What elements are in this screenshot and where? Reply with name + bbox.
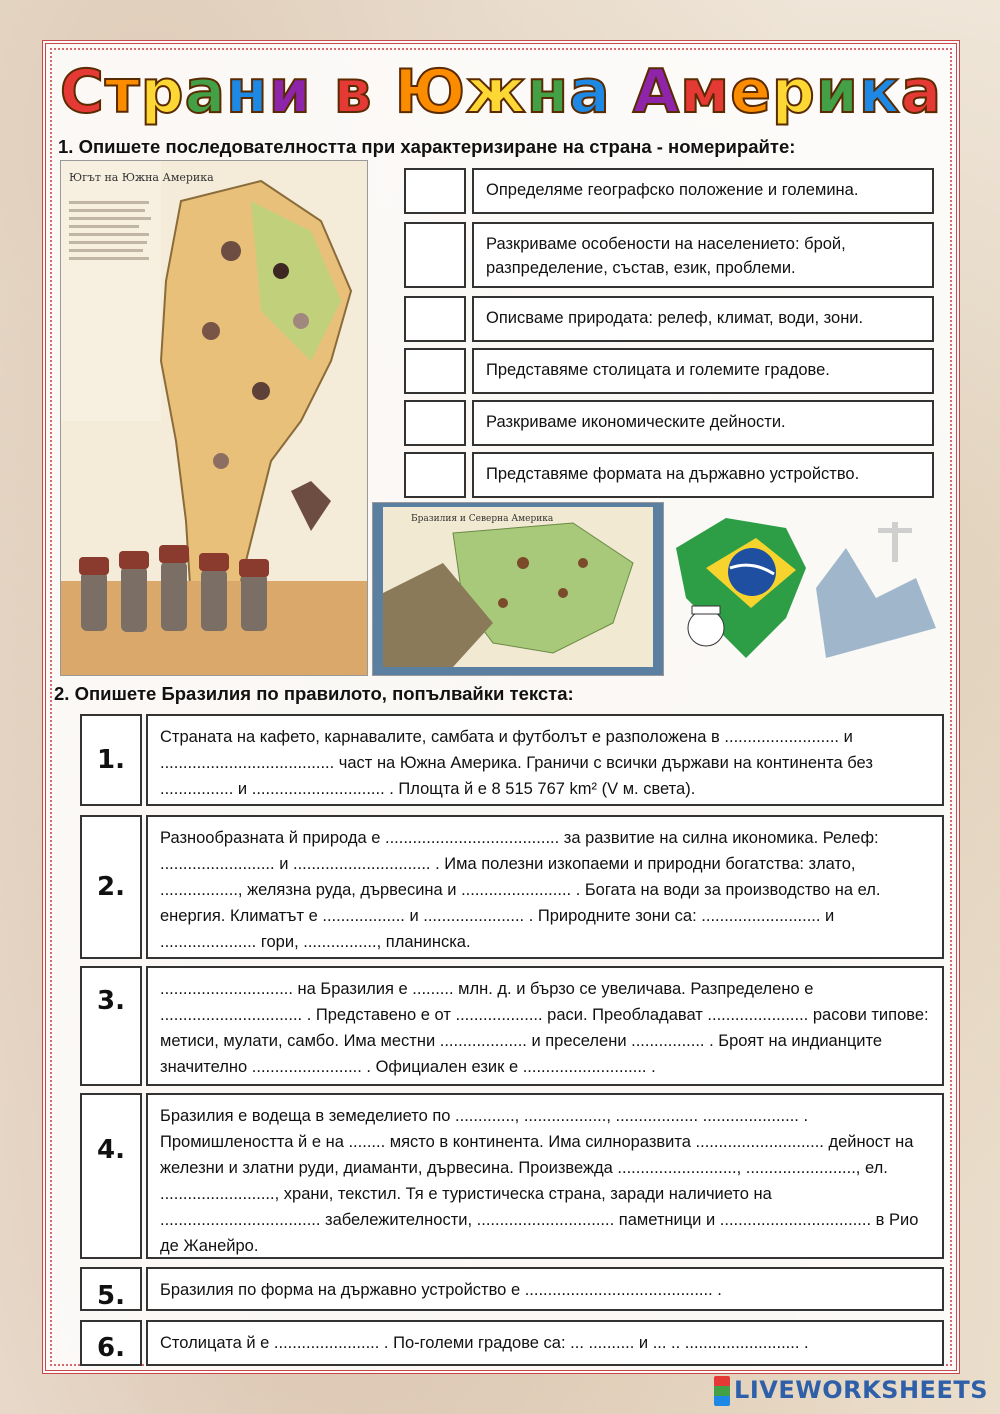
order-input-6[interactable] (404, 452, 466, 498)
question-text-5[interactable]: Бразилия по форма на държавно устройство е ......................................... . (146, 1267, 944, 1311)
title-letter: а (569, 57, 611, 127)
title-letter: и (268, 57, 312, 127)
question-text-1[interactable]: Страната на кафето, карнавалите, самбата и футболът е разположена в ......................... и ...................................... част на Южна Америка. Граничи с всички държави на континента без ................ и ............................. . Площта й е 8 515 767 km² (V м. света). (146, 714, 944, 806)
title-letter: р (771, 57, 816, 127)
title-letter (611, 52, 633, 132)
option-5: Разкриваме икономическите дейности. (472, 400, 934, 446)
south-america-map-image (60, 160, 368, 676)
title-letter: н (526, 57, 570, 127)
question-text-6[interactable]: Столицата й е ....................... . По-големи градове са: ... .......... и ... .. ......................... . (146, 1320, 944, 1366)
footer-brand: LIVEWORKSHEETS (734, 1376, 988, 1404)
question-number-1: 1. (80, 714, 142, 806)
section1-heading: 1. Опишете последователността при характеризиране на страна - номерирайте: (58, 136, 796, 157)
title-letter: н (226, 57, 269, 127)
title-letter: а (900, 57, 943, 127)
title-letter: А (632, 57, 681, 127)
question-number-4: 4. (80, 1093, 142, 1259)
title-letter: ж (466, 57, 527, 127)
title-letter (373, 52, 395, 132)
question-number-3: 3. (80, 966, 142, 1086)
title-letter: и (815, 57, 859, 127)
title-letter: Ю (394, 57, 467, 127)
order-input-4[interactable] (404, 348, 466, 394)
option-4: Представяме столицата и големите градове. (472, 348, 934, 394)
title-letter: р (140, 57, 185, 127)
option-2: Разкриваме особености на населението: брой, разпределение, състав, език, проблеми. (472, 222, 934, 288)
title-letter: в (333, 57, 373, 127)
order-input-1[interactable] (404, 168, 466, 214)
liveworksheets-logo[interactable] (714, 1376, 988, 1406)
section2-heading: 2. Опишете Бразилия по правилото, попълвайки текста: (54, 683, 574, 704)
title-letter: т (104, 57, 141, 127)
option-1: Определяме географско положение и големина. (472, 168, 934, 214)
title-letter: м (680, 57, 731, 127)
title-letter: е (730, 57, 772, 127)
option-3: Описваме природата: релеф, климат, води, зони. (472, 296, 934, 342)
live-logo-icon (714, 1376, 730, 1406)
question-number-2: 2. (80, 815, 142, 959)
page-title (46, 52, 956, 132)
question-number-5: 5. (80, 1267, 142, 1311)
title-letter (312, 52, 334, 132)
title-letter: а (184, 57, 227, 127)
title-letter: к (858, 57, 901, 127)
question-number-6: 6. (80, 1320, 142, 1366)
question-text-2[interactable]: Разнообразната й природа е ...................................... за развитие на силна икономика. Релеф: ......................... и .............................. . Има полезни изкопаеми и природни богатства: злато, ................., желязна руда, дървесина и ........................ . Богата на води за производство на ел. енергия. Климатът е .................. и ...................... . Природните зони са: .......................... и ..................... гори, ................, планинска. (146, 815, 944, 959)
order-input-3[interactable] (404, 296, 466, 342)
title-letter: С (59, 57, 105, 127)
brazil-flag-illustration (666, 508, 938, 672)
order-input-5[interactable] (404, 400, 466, 446)
order-input-2[interactable] (404, 222, 466, 288)
brazil-book-map-image (372, 502, 664, 676)
question-text-3[interactable]: ............................. на Бразилия е ......... млн. д. и бързо се увеличава. Разпределено е ............................... . Представено е от ................... раси. Преобладават ...................... расови типове: метиси, мулати, самбо. Има местни ................... и преселени ................ . Броят на индианците значително ........................ . Официален език е ........................... . (146, 966, 944, 1086)
option-6: Представяме формата на държавно устройство. (472, 452, 934, 498)
map1-title: Югът на Южна Америка (69, 171, 214, 184)
question-text-4[interactable]: Бразилия е водеща в земеделието по ............., .................., .................. ..................... . Промишлеността й е на ........ място в континента. Има силноразвита ............................ дейност на железни и златни руди, диаманти, дървесина. Произвежда .........................., ........................, ел. ........................., храни, текстил. Тя е туристическа страна, заради наличието на ................................... забележителности, .............................. паметници и ................................. в Рио де Жанейро. (146, 1093, 944, 1259)
map2-title: Бразилия и Северна Америка (411, 514, 554, 524)
